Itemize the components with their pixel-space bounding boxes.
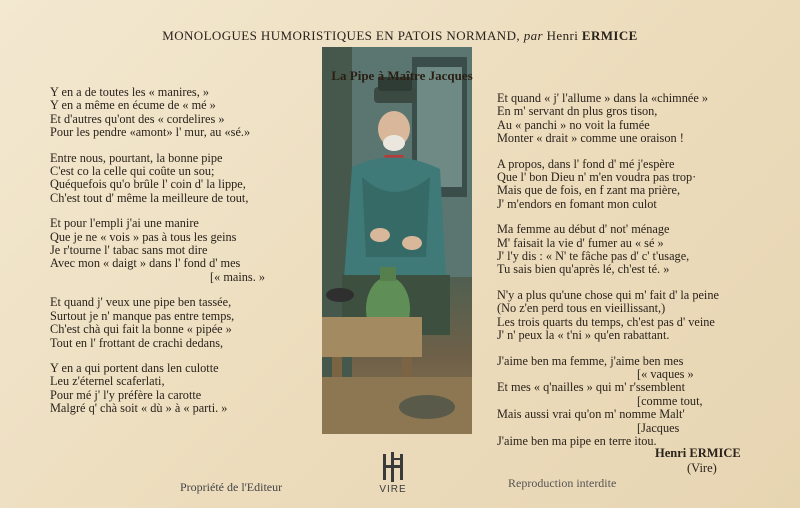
verse-line: J'aime ben ma femme, j'aime ben mes xyxy=(497,353,684,368)
verse-line: Y en a même en écume de « mé » xyxy=(50,98,216,113)
photo-old-man-with-pipe xyxy=(322,47,472,434)
right-column xyxy=(497,92,719,460)
verse-line: Que je ne « vois » pas à tous les geins xyxy=(50,229,237,244)
stanza xyxy=(50,152,265,206)
stanza xyxy=(497,289,719,343)
signature-name: Henri ERMICE xyxy=(655,446,741,460)
verse-line: N'y a plus qu'une chose qui m' fait d' la peine xyxy=(497,287,719,302)
publisher-logo xyxy=(375,452,411,495)
verse-line: Ch'est tout d' même la meilleure de tout, xyxy=(50,190,249,205)
verse-line: Tout en l' frottant de crachi dedans, xyxy=(50,335,224,350)
verse-line: Et quand j' veux une pipe ben tassée, xyxy=(50,295,232,310)
verse-line: Y en a de toutes les « manires, » xyxy=(50,85,210,99)
header-subtitle: MONOLOGUES HUMORISTIQUES EN PATOIS NORMAND, xyxy=(162,28,521,43)
verse-line: Et mes « q'nailles » qui m' r'ssemblent xyxy=(497,380,686,395)
verse-line: (No z'en perd tous en vieillissant,) xyxy=(497,301,666,316)
footer-reproduction-note: Reproduction interdite xyxy=(508,476,617,490)
stanza xyxy=(50,86,265,140)
stanza xyxy=(50,217,265,284)
stanza xyxy=(497,158,719,212)
verse-line-continuation: [« vaques » xyxy=(637,366,694,381)
header xyxy=(0,28,800,44)
verse-line: J'aime ben ma pipe en terre itou. xyxy=(497,433,657,448)
verse-line: Tu sais bien qu'après lé, ch'est té. » xyxy=(497,262,670,277)
verse-line: Avec mon « daigt » dans l' fond d' mes xyxy=(50,256,241,271)
verse-line: Ch'est chà qui fait la bonne « pipée » xyxy=(50,322,232,337)
verse-line: C'est co la celle qui coûte un sou; xyxy=(50,164,215,179)
left-column xyxy=(50,86,265,428)
verse-line-continuation: [comme tout, xyxy=(637,393,703,408)
logo-town: VIRE xyxy=(379,484,407,495)
stanza xyxy=(50,362,265,416)
verse-line-continuation: [« mains. » xyxy=(210,269,265,284)
verse-line: Leu z'éternel scaferlati, xyxy=(50,374,165,389)
verse-line: Et pour l'empli j'ai une manire xyxy=(50,216,199,231)
verse-line: J' n' peux la « t'ni » qu'en rabattant. xyxy=(497,328,670,343)
verse-line: Ma femme au début d' not' ménage xyxy=(497,222,670,237)
verse-line: J' m'endors en fomant mon culot xyxy=(497,196,657,211)
verse-line: Je r'tourne l' tabac sans mot dire xyxy=(50,243,208,258)
header-par: par xyxy=(523,28,543,43)
verse-line: Entre nous, pourtant, la bonne pipe xyxy=(50,150,223,165)
stanza xyxy=(50,296,265,350)
author-last: ERMICE xyxy=(581,28,638,43)
verse-line: Et quand « j' l'allume » dans la «chimnée » xyxy=(497,91,709,105)
verse-line: En m' servant dn plus gros tison, xyxy=(497,104,658,119)
verse-line: Monter « drait » comme une oraison ! xyxy=(497,131,684,146)
signature xyxy=(655,446,741,476)
verse-line: Malgré q' chà soit « dù » à « parti. » xyxy=(50,401,228,416)
verse-line: Pour mé j' l'y préfère la carotte xyxy=(50,387,202,402)
verse-line: A propos, dans l' fond d' mé j'espère xyxy=(497,156,675,171)
verse-line-continuation: [Jacques xyxy=(637,420,680,435)
verse-line: Mais aussi vrai qu'on m' nomme Malt' xyxy=(497,407,685,422)
stanza xyxy=(497,223,719,277)
publisher-monogram-icon xyxy=(375,452,411,482)
verse-line: Et d'autres qu'ont des « cordelires » xyxy=(50,111,225,126)
verse-line: Mais que de fois, en f zant ma prière, xyxy=(497,183,681,198)
verse-line: Au « panchi » no voit la fumée xyxy=(497,117,650,132)
verse-line: J' l'y dis : « N' te fâche pas d' c' t'usage, xyxy=(497,249,690,264)
stanza xyxy=(497,92,719,146)
verse-line: Quéquefois qu'o brûle l' coin d' la lippe, xyxy=(50,177,246,192)
author-first: Henri xyxy=(546,28,579,43)
verse-line: Y en a qui portent dans len culotte xyxy=(50,360,219,375)
footer-publisher-note: Propriété de l'Editeur xyxy=(180,480,283,494)
verse-line: M' faisait la vie d' fumer au « sé » xyxy=(497,235,664,250)
photo-illustration xyxy=(322,47,472,434)
verse-line: Surtout je n' manque pas entre temps, xyxy=(50,308,235,323)
stanza xyxy=(497,355,719,449)
verse-line: Les trois quarts du temps, ch'est pas d' veine xyxy=(497,314,715,329)
signature-town: (Vire) xyxy=(687,461,717,475)
poem-title: La Pipe à Maître Jacques xyxy=(331,68,473,83)
verse-line: Que l' bon Dieu n' m'en voudra pas trop· xyxy=(497,170,697,185)
verse-line: Pour les pendre «amont» l' mur, au «sé.» xyxy=(50,125,251,140)
